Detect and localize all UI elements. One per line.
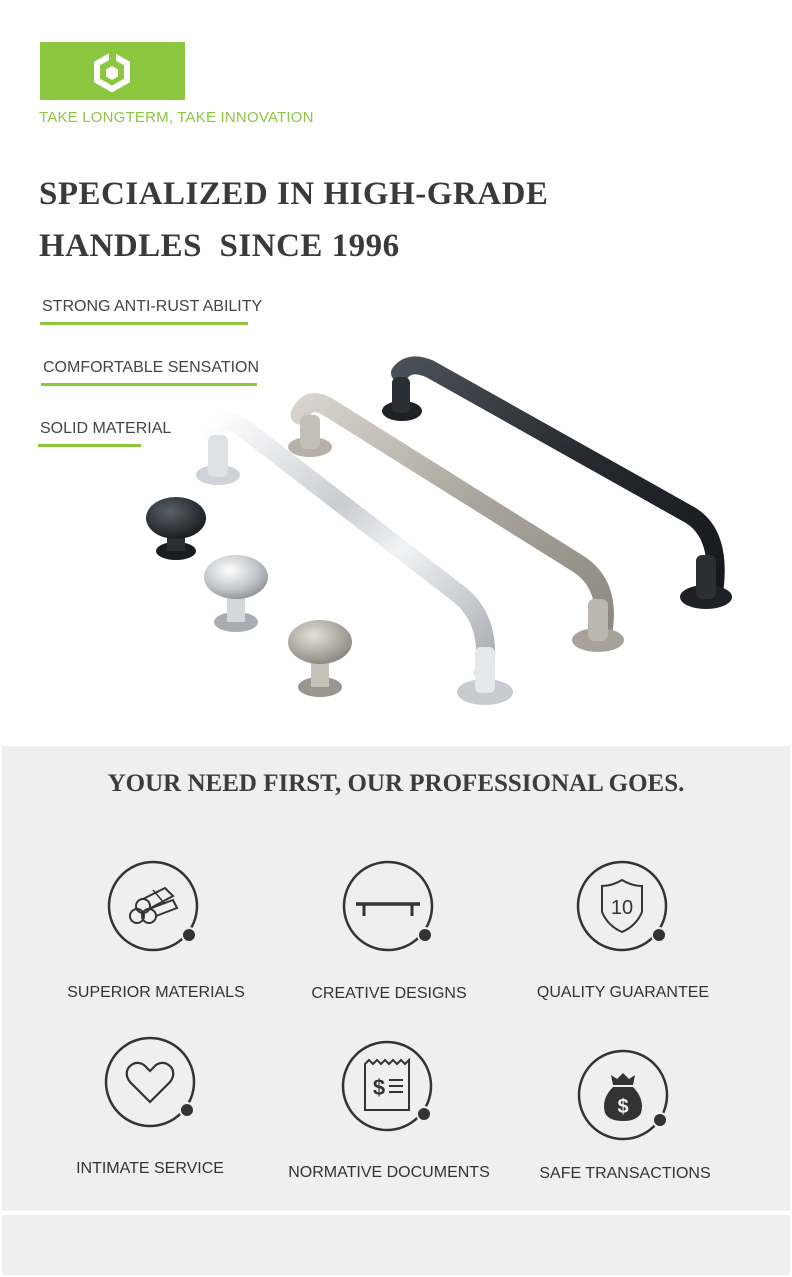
feature-underline	[38, 444, 141, 447]
service-label: CREATIVE DESIGNS	[311, 985, 467, 1002]
headline-line-1: SPECIALIZED IN HIGH-GRADE	[39, 176, 549, 212]
services-slogan: YOUR NEED FIRST, OUR PROFESSIONAL GOES.	[107, 770, 685, 797]
service-label: SUPERIOR MATERIALS	[67, 984, 245, 1001]
feature-anti-rust	[42, 298, 262, 316]
decor-dot	[652, 1112, 668, 1128]
brand-logo	[40, 42, 185, 100]
services-section-footer	[2, 1215, 790, 1275]
services-section	[2, 746, 790, 1211]
logo-mark-icon	[92, 52, 132, 92]
service-label: SAFE TRANSACTIONS	[539, 1165, 711, 1182]
decor-dot	[651, 927, 667, 943]
decor-dot	[417, 927, 433, 943]
feature-label: STRONG ANTI-RUST ABILITY	[42, 298, 263, 315]
decor-dot	[416, 1106, 432, 1122]
brand-tagline: TAKE LONGTERM, TAKE INNOVATION	[39, 109, 314, 126]
feature-underline	[40, 322, 248, 325]
svg-text:$: $	[372, 1075, 386, 1100]
decor-dot	[181, 927, 197, 943]
handles-product-image	[130, 355, 750, 725]
service-label: NORMATIVE DOCUMENTS	[288, 1164, 490, 1181]
service-label: INTIMATE SERVICE	[76, 1160, 224, 1177]
svg-text:$: $	[617, 1096, 629, 1118]
service-label: QUALITY GUARANTEE	[536, 984, 710, 1001]
feature-label: SOLID MATERIAL	[40, 420, 172, 437]
decor-dot	[179, 1102, 195, 1118]
headline-line-2: HANDLES SINCE 1996	[39, 228, 400, 264]
svg-text:10: 10	[610, 897, 634, 919]
money-bag-icon	[577, 1049, 669, 1141]
feature-label: COMFORTABLE SENSATION	[43, 359, 260, 376]
